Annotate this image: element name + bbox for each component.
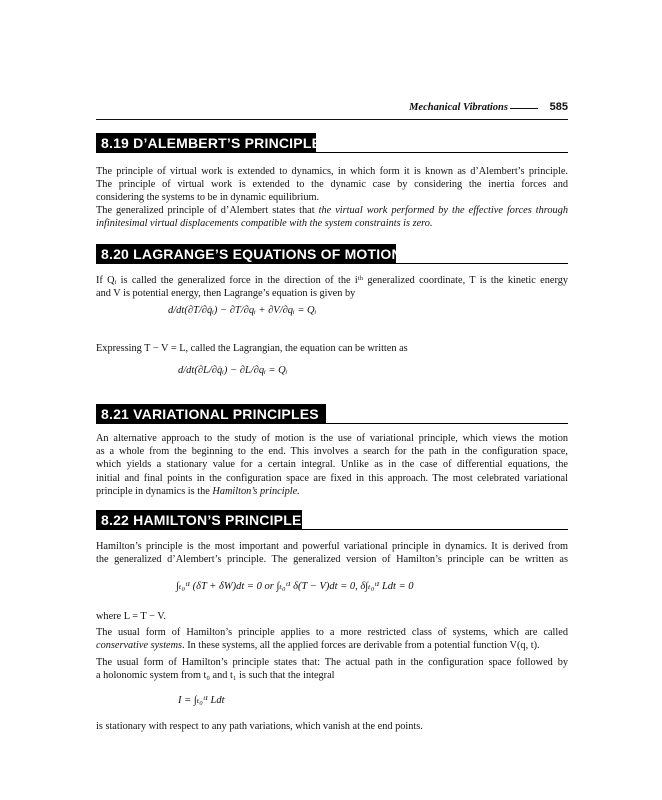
text-line: which yields a stationary value for a certain integral. Unlike as in the case of differential equations, the: [96, 459, 568, 471]
text-line: as a whole from the beginning to the end. This involves a search for the path in the configuration space,: [96, 446, 568, 458]
text-line: The principle of virtual work is extended to dynamics, in which form it is known as d’Alembert’s principle.: [96, 166, 568, 177]
text-line: is stationary with respect to any path variations, which vanish at the end points.: [96, 721, 423, 732]
section-heading-8-20: [96, 244, 402, 264]
running-head-rule: [510, 108, 538, 109]
text-line: initial and final points in the configuration space are fixed in this approach. The most celebrated variational: [96, 472, 568, 484]
paragraph-8-22-a: [96, 540, 568, 566]
section-title: 8.20 LAGRANGE’S EQUATIONS OF MOTION: [101, 246, 402, 262]
emphasis-text: infinitesimal virtual displacements compatible with the system constraints is zero.: [96, 218, 433, 230]
text-line: The principle of virtual work is extended to the dynamic case by considering the inertia forces and: [96, 179, 568, 191]
paragraph-8-21: [96, 432, 568, 498]
section-heading-8-19: [96, 133, 322, 153]
text-span: . In these systems, all the applied forces are derivable from a potential function V(q, t).: [182, 640, 540, 652]
text-span: principle in dynamics is the: [96, 485, 213, 497]
section-rule: [96, 263, 568, 264]
emphasis-text: Hamilton’s principle.: [212, 485, 300, 497]
text-line: the generalized d’Alembert’s principle. The generalized version of Hamilton’s principle can be written as: [96, 554, 568, 566]
paragraph-8-22-b: [96, 610, 568, 623]
text-line: An alternative approach to the study of motion is the use of variational principle, which views the motion: [96, 433, 568, 444]
section-rule: [96, 529, 568, 530]
paragraph-8-22-c: [96, 626, 568, 652]
paragraph-8-20-a: [96, 274, 568, 300]
running-title: Mechanical Vibrations: [409, 102, 508, 113]
emphasis-text: the virtual work performed by the effective forces through: [318, 205, 568, 216]
header-rule: [96, 119, 568, 120]
text-line: where L = T − V.: [96, 611, 166, 622]
paragraph-8-20-b: [96, 342, 568, 355]
text-line: Expressing T − V = L, called the Lagrangian, the equation can be written as: [96, 343, 408, 354]
equation-text: d/dt(∂T/∂q̇ᵢ) − ∂T/∂qᵢ + ∂V/∂qᵢ = Qᵢ: [168, 305, 317, 316]
page-number: 585: [549, 101, 568, 113]
section-title: 8.21 VARIATIONAL PRINCIPLES: [101, 406, 319, 422]
text-line: The usual form of Hamilton’s principle states that: The actual path in the configuration space followed by: [96, 657, 568, 668]
text-line: If Qᵢ is called the generalized force in the direction of the iᵗʰ generalized coordinate, T is the kinetic energy: [96, 275, 568, 286]
equation-lagrange-1: [168, 305, 316, 316]
paragraph-8-22-d: [96, 656, 568, 682]
equation-text: I = ∫ₜ₀ᵗ¹ Ldt: [178, 695, 225, 706]
section-rule: [96, 423, 568, 424]
section-rule: [96, 152, 568, 153]
text-line: [96, 217, 568, 230]
text-line: and V is potential energy, then Lagrange’s equation is given by: [96, 288, 356, 300]
section-heading-8-21: [96, 404, 326, 424]
paragraph-8-19-b: [96, 204, 568, 230]
text-line: [96, 485, 568, 498]
paragraph-8-22-e: [96, 720, 568, 733]
text-line: [96, 204, 568, 217]
text-line: considering the systems to be in dynamic equilibrium.: [96, 192, 320, 204]
emphasis-text: conservative systems: [96, 640, 183, 652]
equation-text: d/dt(∂L/∂q̇ᵢ) − ∂L/∂qᵢ = Qᵢ: [178, 365, 288, 376]
running-head: [96, 100, 568, 116]
text-line: Hamilton’s principle is the most important and powerful variational principle in dynamics. It is derived from: [96, 541, 568, 552]
section-title: 8.22 HAMILTON’S PRINCIPLE: [101, 512, 302, 528]
equation-action-integral: [178, 694, 225, 706]
paragraph-8-19-a: [96, 165, 568, 205]
section-heading-8-22: [96, 510, 302, 530]
text-line: a holonomic system from t₀ and t₁ is such that the integral: [96, 670, 335, 682]
text-span: The generalized principle of d’Alembert states that: [96, 205, 319, 216]
section-title: 8.19 D’ALEMBERT’S PRINCIPLE: [101, 135, 322, 151]
equation-hamilton: [176, 580, 414, 592]
equation-lagrange-2: [178, 365, 287, 376]
equation-text: ∫ₜ₀ᵗ¹ (δT + δW)dt = 0 or ∫ₜ₀ᵗ¹ δ(T − V)dt = 0, δ∫ₜ₀ᵗ¹ Ldt = 0: [176, 581, 414, 592]
text-line: [96, 639, 568, 652]
text-line: The usual form of Hamilton’s principle applies to a more restricted class of systems, which are called: [96, 627, 568, 638]
